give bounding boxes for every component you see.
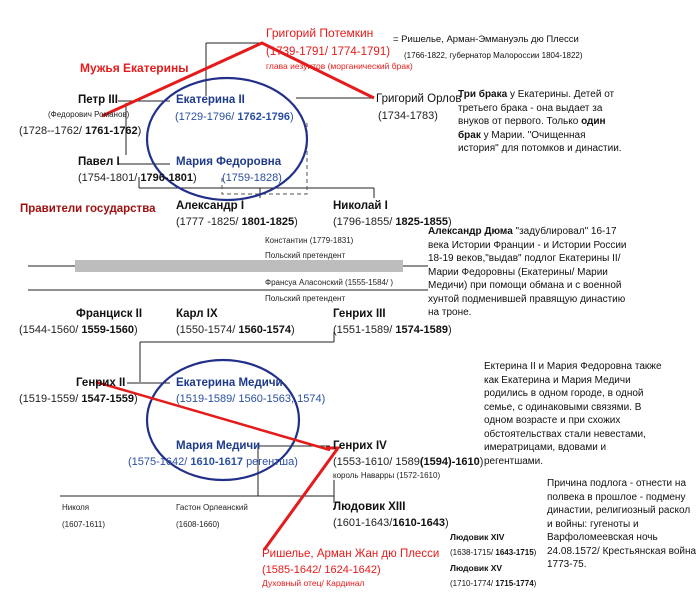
henry2-dates: (1519-1559/ 1547-1559): [19, 393, 138, 405]
francis-dates: (1544-1560/ 1559-1560): [19, 324, 138, 336]
polish-pretender-2: Польский претендент: [265, 294, 346, 303]
gaston: Гастон Орлеанский: [176, 503, 248, 512]
gray-separator-bar: [75, 260, 403, 272]
maria-dates: (1759-1828): [222, 172, 282, 184]
paul-dates: (1754-1801/ 1796-1801): [78, 172, 197, 184]
potemkin-dates: (1739-1791/ 1774-1791): [266, 46, 391, 58]
richelieu-note: Духовный отец/ Кардинал: [262, 578, 365, 588]
note-twins: Ектерина II и Мария Федоровна также как Екатерина и Мария Медичи родились в одном городе, в одной семье, с одинаковыми связями. В одном возрасте и при схожих обстоятельствах стали невестами, имератрицами, вдовами и регентшами.: [484, 361, 662, 467]
note-dumas: Александр Дюма "задублировал" 16-17 века Истории Франции - и Истории России 18-19 веков,"выдав" подлог Екатерины II/ Марии Федоровны (Екатерины/ Марии Медичи) при помощи обмана и с военной хунтой подменившей правящую династию на троне.: [428, 226, 627, 318]
henry4-note: король Наварры (1572-1610): [333, 471, 441, 480]
nicolas-dates: (1607-1611): [62, 520, 105, 529]
potemkin-note: глава иезуитов (морганический брак): [266, 61, 413, 71]
cmedici-dates: (1519-1589/ 1560-1563; 1574): [176, 393, 326, 405]
polish-pretender-1: Польский претендент: [265, 251, 346, 260]
note-reason: Причина подлога - отнести на полвека в прошлое - подмену династии, религиозный раскол и войны: гугеноты и Варфоломеевская ночь 24.08.1572/ Крестьянская война 1773-75.: [547, 478, 697, 570]
maria-name: Мария Федоровна: [176, 156, 282, 168]
henry4-name: Генрих IV: [333, 440, 387, 452]
louis13-name: Людовик XIII: [333, 501, 406, 513]
richelieu-name: Ришелье, Арман Жан дю Плесси: [262, 548, 440, 560]
konstantin: Константин (1779-1831): [265, 236, 354, 245]
louis13-dates: (1601-1643/1610-1643): [333, 517, 449, 529]
paul-name: Павел I: [78, 156, 120, 168]
orlov-name: Григорий Орлов: [376, 93, 462, 105]
alexander-name: Александр I: [176, 200, 245, 212]
louis14-name: Людовик XIV: [450, 532, 505, 542]
henry2-name: Генрих II: [76, 377, 126, 389]
rulers-label: Правители государства: [20, 203, 156, 215]
catherine-dates: (1729-1796/ 1762-1796): [175, 111, 294, 123]
nicholas-dates: (1796-1855/ 1825-1855): [333, 216, 452, 228]
nicolas: Николя: [62, 503, 90, 512]
louis15-name: Людовик XV: [450, 563, 503, 573]
orlov-dates: (1734-1783): [378, 110, 438, 122]
richelieu-equal: = Ришелье, Арман-Эммануэль дю Плесси: [393, 34, 579, 45]
louis15-dates: (1710-1774/ 1715-1774): [450, 579, 537, 588]
cmedici-name: Екатерина Медичи: [176, 377, 283, 389]
nicholas-name: Николай I: [333, 200, 388, 212]
francois-alencon: Франсуа Аласонский (1555-1584/ ): [265, 278, 394, 287]
catherine-name: Екатерина II: [176, 94, 245, 106]
louis14-dates: (1638-1715/ 1643-1715): [450, 548, 537, 557]
alexander-dates: (1777 -1825/ 1801-1825): [176, 216, 298, 228]
mmedici-name: Мария Медичи: [176, 440, 261, 452]
henry3-name: Генрих III: [333, 308, 386, 320]
francis-name: Франциск II: [76, 308, 143, 320]
peter-name: Петр III: [78, 94, 118, 106]
charles-name: Карл IX: [176, 308, 218, 320]
charles-dates: (1550-1574/ 1560-1574): [176, 324, 295, 336]
richelieu-dates: (1585-1642/ 1624-1642): [262, 564, 381, 576]
richelieu-equal-note: (1766-1822, губернатор Малороссии 1804-1822): [404, 51, 583, 60]
peter-alias: (Федорович Романов): [48, 110, 130, 119]
note-three-marriages: Три брака у Екатерины. Детей от третьего брака - она выдает за внуков от первого. Только один брак у Марии. "Очищенная история" для потомков и династии.: [458, 89, 622, 154]
potemkin-name: Григорий Потемкин: [266, 26, 374, 40]
henry4-dates: (1553-1610/ 1589(1594)-1610): [333, 456, 484, 468]
henry3-dates: (1551-1589/ 1574-1589): [333, 324, 452, 336]
peter-dates: (1728--1762/ 1761-1762): [19, 125, 142, 137]
mmedici-dates: (1575-1642/ 1610-1617 регентша): [128, 456, 298, 468]
husbands-label: Мужья Екатерины: [80, 61, 189, 75]
gaston-dates: (1608-1660): [176, 520, 220, 529]
